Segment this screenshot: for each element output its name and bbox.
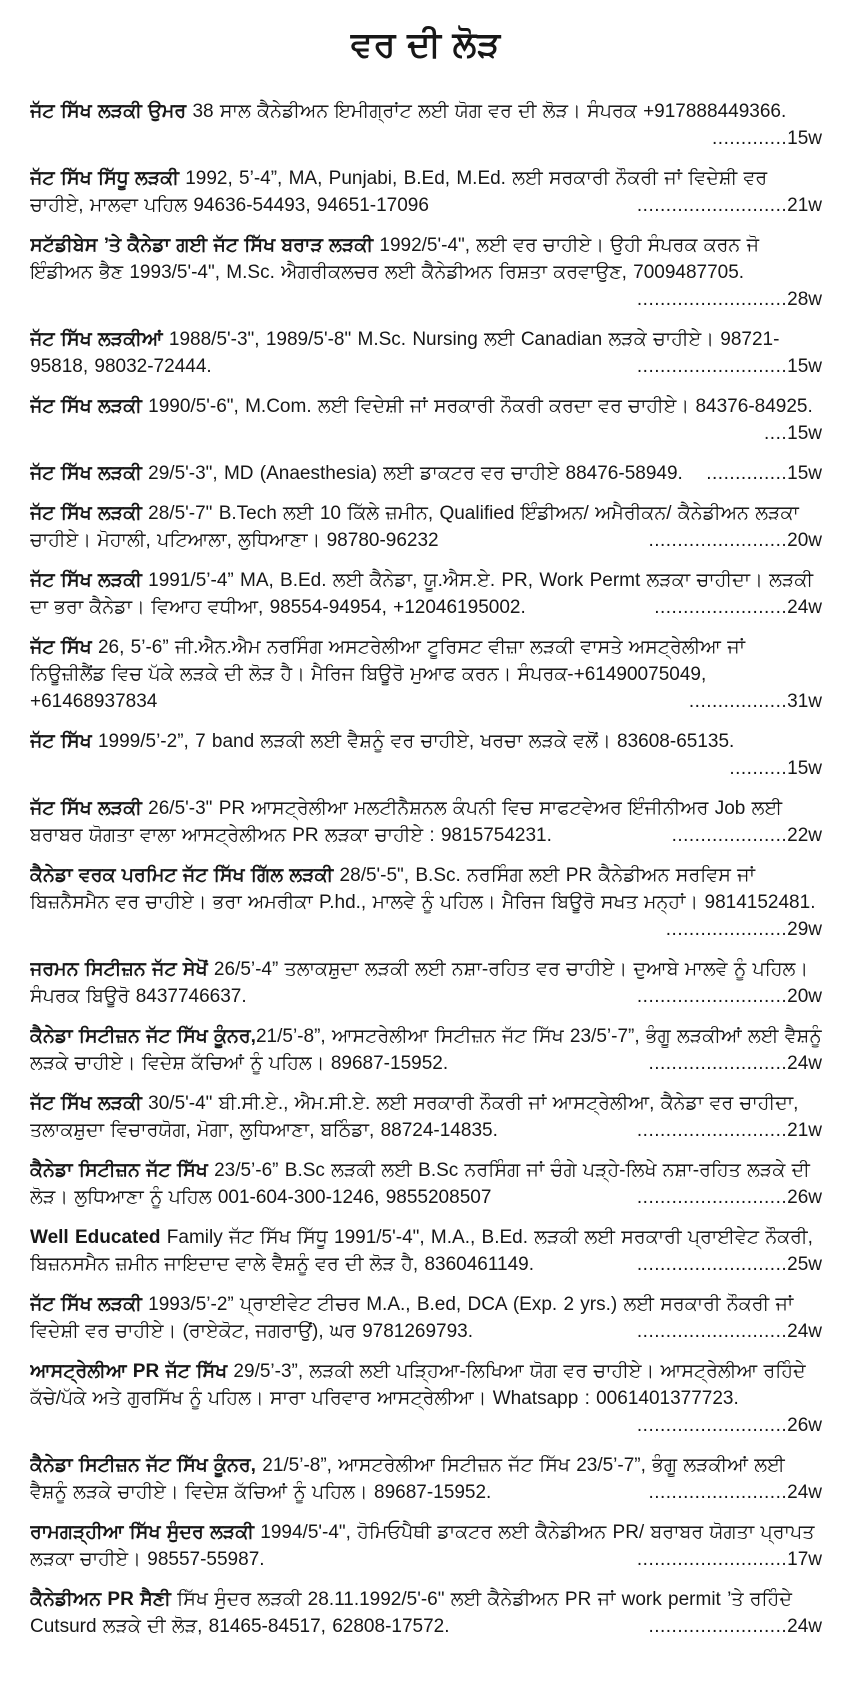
ad-tail xyxy=(758,420,822,447)
ad-tail xyxy=(631,983,822,1010)
ad-body-text: 1994/5'-4", ਹੋਮਿਓਪੈਥੀ ਡਾਕਟਰ ਲਈ ਕੈਨੇਡੀਅਨ PR/ ਬਰਾਬਰ ਯੋਗਤਾ ਪ੍ਰਾਪਤ ਲੜਕਾ ਚਾਹੀਏ। 98557-55987. xyxy=(30,1522,815,1570)
word-count-label: 24w xyxy=(787,1053,822,1074)
leader-dots: .......................... xyxy=(636,356,788,377)
leader-dots: .......................... xyxy=(636,1321,788,1342)
ad-lead-text: ਜੱਟ ਸਿੱਖ ਲੜਕੀ ਉਮਰ xyxy=(30,101,187,122)
word-count-label: 21w xyxy=(787,195,822,216)
ad-body-text: 1993/5’-2” ਪ੍ਰਾਈਵੇਟ ਟੀਚਰ M.A., B.ed, DCA (Exp. 2 yrs.) ਲਈ ਸਰਕਾਰੀ ਨੌਕਰੀ ਜਾਂ ਵਿਦੇਸ਼ੀ ਵਰ ਚਾਹੀਏ। (ਰਾਏਕੋਟ, ਜਗਰਾਉਂ), ਘਰ 9781269793. xyxy=(30,1294,794,1342)
ad-lead-text: ਜੱਟ ਸਿੱਖ ਲੜਕੀਆਂ xyxy=(30,329,163,350)
ad-lead-text: ਜਰਮਨ ਸਿਟੀਜ਼ਨ ਜੱਟ ਸੇਖੋਂ xyxy=(30,959,208,980)
ad-tail xyxy=(648,594,822,621)
word-count-label: 20w xyxy=(787,986,822,1007)
word-count-label: 22w xyxy=(787,825,822,846)
word-count-label: 21w xyxy=(787,1120,822,1141)
classified-ad xyxy=(30,1519,822,1573)
classified-ad xyxy=(30,795,822,849)
leader-dots: .......................... xyxy=(636,986,788,1007)
ad-body-text: 1991/5’-4” MA, B.Ed. ਲਈ ਕੈਨੇਡਾ, ਯੂ.ਐਸ.ਏ. PR, Work Permt ਲੜਕਾ ਚਾਹੀਦਾ। ਲੜਕੀ ਦਾ ਭਰਾ ਕੈਨੇਡਾ। ਵਿਆਹ ਵਧੀਆ, 98554-94954, +12046195002. xyxy=(30,570,814,618)
classified-ad xyxy=(30,1291,822,1345)
ad-body-text: 21/5’-8”, ਆਸਟਰੇਲੀਆ ਸਿਟੀਜ਼ਨ ਜੱਟ ਸਿੱਖ 23/5’-7”, ਭੰਗੂ ਲੜਕੀਆਂ ਲਈ ਵੈਸ਼ਨੂੰ ਲੜਕੇ ਚਾਹੀਏ। ਵਿਦੇਸ਼ ਕੱਚਿਆਂ ਨੂੰ ਪਹਿਲ। 89687-15952. xyxy=(30,1455,785,1503)
ad-lead-text: ਕੈਨੇਡਾ ਸਿਟੀਜ਼ਨ ਜੱਟ ਸਿੱਖ ਕੂੰਨਰ, xyxy=(30,1455,256,1476)
word-count-label: 26w xyxy=(787,1187,822,1208)
ad-lead-text: ਜੱਟ ਸਿੱਖ ਲੜਕੀ xyxy=(30,1294,142,1315)
ad-tail xyxy=(631,353,822,380)
word-count-label: 31w xyxy=(787,691,822,712)
ad-tail xyxy=(642,1613,822,1640)
classified-ad xyxy=(30,567,822,621)
leader-dots: ....................... xyxy=(654,597,788,618)
leader-dots: ........................ xyxy=(648,530,788,551)
classified-ad xyxy=(30,1358,822,1439)
classified-ad xyxy=(30,1090,822,1144)
classified-ad xyxy=(30,326,822,380)
leader-dots: .... xyxy=(764,423,788,444)
word-count-label: 15w xyxy=(787,758,822,779)
leader-dots: .............. xyxy=(706,463,788,484)
ad-lead-text: ਜੱਟ ਸਿੱਖ xyxy=(30,637,92,658)
ad-tail xyxy=(642,1479,822,1506)
ad-tail xyxy=(631,286,822,313)
word-count-label: 15w xyxy=(787,423,822,444)
ad-lead-text: ਜੱਟ ਸਿੱਖ ਲੜਕੀ xyxy=(30,798,142,819)
ad-body-text: ਸਿੱਖ ਸੁੰਦਰ ਲੜਕੀ 28.11.1992/5'-6" ਲਈ ਕੈਨੇਡੀਅਨ PR ਜਾਂ work permit ’ਤੇ ਰਹਿੰਦੇ Cutsurd ਲੜਕੇ ਦੀ ਲੋੜ, 81465-84517, 62808-17572. xyxy=(30,1589,792,1637)
ad-body-text: 1992/5'-4", ਲਈ ਵਰ ਚਾਹੀਏ। ਉਹੀ ਸੰਪਰਕ ਕਰਨ ਜੋ ਇੰਡੀਅਨ ਭੈਣ 1993/5'-4", M.Sc. ਐਗਰੀਕਲਚਰ ਲਈ ਕੈਨੇਡੀਅਨ ਰਿਸ਼ਤਾ ਕਰਵਾਉਣ, 7009487705. xyxy=(30,235,759,283)
word-count-label: 28w xyxy=(787,289,822,310)
ad-tail xyxy=(631,1117,822,1144)
leader-dots: .......................... xyxy=(636,1187,788,1208)
ad-lead-text: Well Educated xyxy=(30,1227,161,1248)
ad-tail xyxy=(631,1412,822,1439)
ad-body-text: Family ਜੱਟ ਸਿੱਖ ਸਿੱਧੂ 1991/5'-4", M.A., B.Ed. ਲੜਕੀ ਲਈ ਸਰਕਾਰੀ ਪ੍ਰਾਈਵੇਟ ਨੌਕਰੀ, ਬਿਜ਼ਨਸਮੈਨ ਜ਼ਮੀਨ ਜਾਇਦਾਦ ਵਾਲੇ ਵੈਸ਼ਨੂੰ ਵਰ ਦੀ ਲੋੜ ਹੈ, 8360461149. xyxy=(30,1227,813,1275)
word-count-label: 24w xyxy=(787,597,822,618)
ad-body-text: 28/5'-5", B.Sc. ਨਰਸਿੰਗ ਲਈ PR ਕੈਨੇਡੀਅਨ ਸਰਵਿਸ ਜਾਂ ਬਿਜ਼ਨੈਸਮੈਨ ਵਰ ਚਾਹੀਏ। ਭਰਾ ਅਮਰੀਕਾ P.hd., ਮਾਲਵੇ ਨੂੰ ਪਹਿਲ। ਮੈਰਿਜ ਬਿਊਰੋ ਸਖਤ ਮਨ੍ਹਾਂ। 9814152481. xyxy=(30,865,816,913)
ad-body-text: 23/5’-6” B.Sc ਲੜਕੀ ਲਈ B.Sc ਨਰਸਿੰਗ ਜਾਂ ਚੰਗੇ ਪੜ੍ਹੇ-ਲਿਖੇ ਨਸ਼ਾ-ਰਹਿਤ ਲੜਕੇ ਦੀ ਲੋੜ। ਲੁਧਿਆਣਾ ਨੂੰ ਪਹਿਲ 001-604-300-1246, 9855208507 xyxy=(30,1160,810,1208)
classified-ad xyxy=(30,393,822,447)
ad-body-text: 1988/5'-3", 1989/5'-8" M.Sc. Nursing ਲਈ Canadian ਲੜਕੇ ਚਾਹੀਏ। 98721-95818, 98032-72444. xyxy=(30,329,780,377)
word-count-label: 15w xyxy=(787,463,822,484)
leader-dots: .......................... xyxy=(636,1254,788,1275)
ad-lead-text: ਆਸਟ੍ਰੇਲੀਆ PR ਜੱਟ ਸਿੱਖ xyxy=(30,1361,228,1382)
word-count-label: 24w xyxy=(787,1321,822,1342)
leader-dots: .......................... xyxy=(636,1549,788,1570)
word-count-label: 25w xyxy=(787,1254,822,1275)
ad-lead-text: ਰਾਮਗੜ੍ਹੀਆ ਸਿੱਖ ਸੁੰਦਰ ਲੜਕੀ xyxy=(30,1522,254,1543)
classified-ad xyxy=(30,1023,822,1077)
classified-ad xyxy=(30,500,822,554)
word-count-label: 15w xyxy=(787,356,822,377)
word-count-label: 24w xyxy=(787,1616,822,1637)
ad-lead-text: ਸਟੱਡੀਬੇਸ ’ਤੇ ਕੈਨੇਡਾ ਗਈ ਜੱਟ ਸਿੱਖ ਬਰਾੜ ਲੜਕੀ xyxy=(30,235,374,256)
ad-tail xyxy=(706,125,822,152)
ad-tail xyxy=(631,1184,822,1211)
ad-lead-text: ਜੱਟ ਸਿੱਖ ਲੜਕੀ xyxy=(30,396,142,417)
word-count-label: 15w xyxy=(787,128,822,149)
ad-body-text: 29/5’-3”, ਲੜਕੀ ਲਈ ਪੜ੍ਹਿਆ-ਲਿਖਿਆ ਯੋਗ ਵਰ ਚਾਹੀਏ। ਆਸਟ੍ਰੇਲੀਆ ਰਹਿੰਦੇ ਕੱਚੇ/ਪੱਕੇ ਅਤੇ ਗੁਰਸਿੱਖ ਨੂੰ ਪਹਿਲ। ਸਾਰਾ ਪਰਿਵਾਰ ਆਸਟ੍ਰੇਲੀਆ। Whatsapp : 0061401377723. xyxy=(30,1361,806,1409)
ad-tail xyxy=(723,755,822,782)
ad-body-text: 1990/5'-6", M.Com. ਲਈ ਵਿਦੇਸ਼ੀ ਜਾਂ ਸਰਕਾਰੀ ਨੌਕਰੀ ਕਰਦਾ ਵਰ ਚਾਹੀਏ। 84376-84925. xyxy=(141,396,813,417)
ad-lead-text: ਜੱਟ ਸਿੱਖ ਸਿੱਧੂ ਲੜਕੀ xyxy=(30,168,179,189)
ad-lead-text: ਜੱਟ ਸਿੱਖ ਲੜਕੀ xyxy=(30,570,142,591)
classified-ad xyxy=(30,98,822,152)
leader-dots: .......................... xyxy=(636,289,788,310)
classified-ad xyxy=(30,862,822,943)
word-count-label: 24w xyxy=(787,1482,822,1503)
leader-dots: ........................ xyxy=(648,1482,788,1503)
ad-body-text: 30/5'-4" ਬੀ.ਸੀ.ਏ., ਐਮ.ਸੀ.ਏ. ਲਈ ਸਰਕਾਰੀ ਨੌਕਰੀ ਜਾਂ ਆਸਟ੍ਰੇਲੀਆ, ਕੈਨੇਡਾ ਵਰ ਚਾਹੀਦਾ, ਤਲਾਕਸ਼ੁਦਾ ਵਿਚਾਰਯੋਗ, ਮੋਗਾ, ਲੁਧਿਆਣਾ, ਬਠਿੰਡਾ, 88724-14835. xyxy=(30,1093,799,1141)
ad-body-text: 26, 5’-6” ਜੀ.ਐਨ.ਐਮ ਨਰਸਿੰਗ ਅਸਟਰੇਲੀਆ ਟੂਰਿਸਟ ਵੀਜ਼ਾ ਲੜਕੀ ਵਾਸਤੇ ਅਸਟ੍ਰੇਲੀਆ ਜਾਂ ਨਿਊਜ਼ੀਲੈਂਡ ਵਿਚ ਪੱਕੇ ਲੜਕੇ ਦੀ ਲੋੜ ਹੈ। ਮੈਰਿਜ ਬਿਊਰੋ ਮੁਆਫ ਕਰਨ। ਸੰਪਰਕ-+61490075049, +61468937834 xyxy=(30,637,746,712)
word-count-label: 29w xyxy=(787,919,822,940)
ad-body-text: 26/5’-4” ਤਲਾਕਸ਼ੁਦਾ ਲੜਕੀ ਲਈ ਨਸ਼ਾ-ਰਹਿਤ ਵਰ ਚਾਹੀਏ। ਦੁਆਬੇ ਮਾਲਵੇ ਨੂੰ ਪਹਿਲ। ਸੰਪਰਕ ਬਿਊਰੋ 8437746637. xyxy=(30,959,809,1007)
leader-dots: .................... xyxy=(671,825,788,846)
leader-dots: ..................... xyxy=(665,919,788,940)
ad-body-text: 26/5'-3" PR ਆਸਟ੍ਰੇਲੀਆ ਮਲਟੀਨੈਸ਼ਨਲ ਕੰਪਨੀ ਵਿਚ ਸਾਫਟਵੇਅਰ ਇੰਜੀਨੀਅਰ Job ਲਈ ਬਰਾਬਰ ਯੋਗਤਾ ਵਾਲਾ ਆਸਟ੍ਰੇਲੀਅਨ PR ਲੜਕਾ ਚਾਹੀਏ : 9815754231. xyxy=(30,798,783,846)
classified-ad xyxy=(30,165,822,219)
ad-body-text: 38 ਸਾਲ ਕੈਨੇਡੀਅਨ ਇਮੀਗ੍ਰਾਂਟ ਲਈ ਯੋਗ ਵਰ ਦੀ ਲੋੜ। ਸੰਪਰਕ +917888449366. xyxy=(186,101,787,122)
classified-ad xyxy=(30,1452,822,1506)
classified-ad xyxy=(30,956,822,1010)
leader-dots: .......................... xyxy=(636,195,788,216)
word-count-label: 17w xyxy=(787,1549,822,1570)
ad-tail xyxy=(683,688,822,715)
ad-lead-text: ਜੱਟ ਸਿੱਖ xyxy=(30,731,92,752)
ad-tail xyxy=(666,822,822,849)
ad-lead-text: ਕੈਨੇਡਾ ਸਿਟੀਜ਼ਨ ਜੱਟ ਸਿੱਖ xyxy=(30,1160,208,1181)
leader-dots: ........................ xyxy=(648,1616,788,1637)
classified-ad xyxy=(30,232,822,313)
ad-lead-text: ਜੱਟ ਸਿੱਖ ਲੜਕੀ xyxy=(30,503,142,524)
ad-body-text: 28/5'-7" B.Tech ਲਈ 10 ਕਿੱਲੇ ਜ਼ਮੀਨ, Qualified ਇੰਡੀਅਨ/ ਅਮੈਰੀਕਨ/ ਕੈਨੇਡੀਅਨ ਲੜਕਾ ਚਾਹੀਏ। ਮੋਹਾਲੀ, ਪਟਿਆਲਾ, ਲੁਧਿਆਣਾ। 98780-96232 xyxy=(30,503,799,551)
leader-dots: .......................... xyxy=(636,1120,788,1141)
leader-dots: .......................... xyxy=(636,1415,788,1436)
ad-lead-text: ਜੱਟ ਸਿੱਖ ਲੜਕੀ xyxy=(30,1093,142,1114)
leader-dots: ............. xyxy=(712,128,788,149)
ad-body-text: 29/5'-3", MD (Anaesthesia) ਲਈ ਡਾਕਟਰ ਵਰ ਚਾਹੀਏ 88476-58949. xyxy=(141,463,683,484)
classified-ad xyxy=(30,728,822,782)
classified-ad xyxy=(30,460,822,487)
classified-ad xyxy=(30,1157,822,1211)
leader-dots: ........................ xyxy=(648,1053,788,1074)
ad-tail xyxy=(631,192,822,219)
classified-ad xyxy=(30,1586,822,1640)
classified-ad xyxy=(30,1224,822,1278)
ad-tail xyxy=(631,1318,822,1345)
word-count-label: 26w xyxy=(787,1415,822,1436)
ad-lead-text: ਕੈਨੇਡੀਅਨ PR ਸੈਣੀ xyxy=(30,1589,171,1610)
page-title: ਵਰ ਦੀ ਲੋੜ xyxy=(350,25,502,64)
ad-body-text: 1992, 5’-4”, MA, Punjabi, B.Ed, M.Ed. ਲਈ ਸਰਕਾਰੀ ਨੌਕਰੀ ਜਾਂ ਵਿਦੇਸ਼ੀ ਵਰ ਚਾਹੀਏ, ਮਾਲਵਾ ਪਹਿਲ 94636-54493, 94651-17096 xyxy=(30,168,768,216)
classified-ad xyxy=(30,634,822,715)
ad-body-text: 21/5’-8”, ਆਸਟਰੇਲੀਆ ਸਿਟੀਜ਼ਨ ਜੱਟ ਸਿੱਖ 23/5’-7”, ਭੰਗੂ ਲੜਕੀਆਂ ਲਈ ਵੈਸ਼ਨੂੰ ਲੜਕੇ ਚਾਹੀਏ। ਵਿਦੇਸ਼ ਕੱਚਿਆਂ ਨੂੰ ਪਹਿਲ। 89687-15952. xyxy=(30,1026,822,1074)
ad-tail xyxy=(631,1546,822,1573)
ad-body-text: 1999/5’-2”, 7 band ਲੜਕੀ ਲਈ ਵੈਸ਼ਨੂੰ ਵਰ ਚਾਹੀਏ, ਖਰਚਾ ਲੜਕੇ ਵਲੋਂ। 83608-65135. xyxy=(91,731,735,752)
ad-tail xyxy=(642,527,822,554)
ad-tail xyxy=(642,1050,822,1077)
ad-lead-text: ਜੱਟ ਸਿੱਖ ਲੜਕੀ xyxy=(30,463,142,484)
ad-tail xyxy=(660,916,822,943)
leader-dots: .......... xyxy=(729,758,788,779)
leader-dots: ................. xyxy=(688,691,788,712)
ads-list xyxy=(30,98,822,1640)
ad-tail xyxy=(700,460,822,487)
word-count-label: 20w xyxy=(787,530,822,551)
ad-tail xyxy=(631,1251,822,1278)
ad-lead-text: ਕੈਨੇਡਾ ਵਰਕ ਪਰਮਿਟ ਜੱਟ ਸਿੱਖ ਗਿੱਲ ਲੜਕੀ xyxy=(30,865,334,886)
ad-lead-text: ਕੈਨੇਡਾ ਸਿਟੀਜ਼ਨ ਜੱਟ ਸਿੱਖ ਕੂੰਨਰ, xyxy=(30,1026,256,1047)
